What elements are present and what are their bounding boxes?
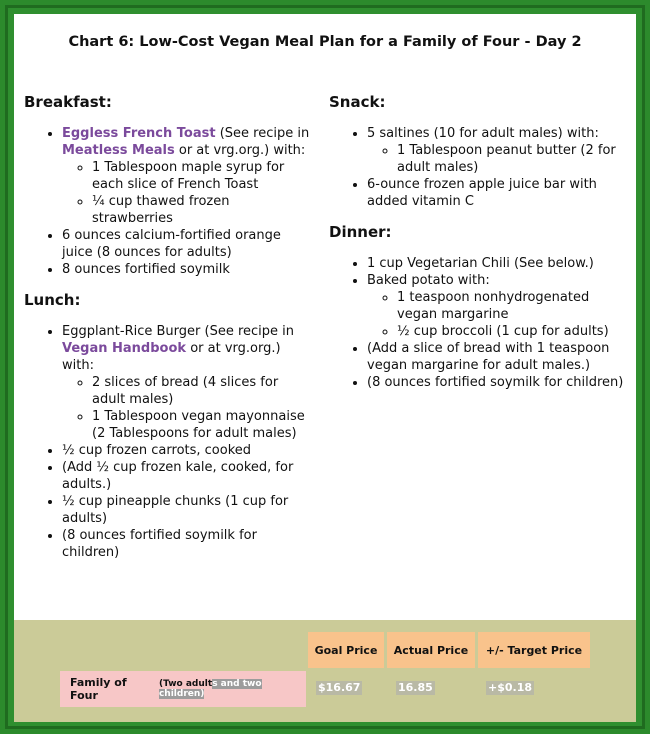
sub-list-item: ◦ 1 Tablespoon vegan mayonnaise (2 Tablespoons for adult males): [92, 408, 314, 442]
dinner-section: [329, 224, 629, 391]
sub-list: [62, 374, 314, 442]
dinner-heading: Dinner:: [329, 223, 392, 241]
list-item: [367, 272, 629, 340]
row-note-highlight: s and two children): [158, 679, 262, 699]
list-item: • 1 cup Vegetarian Chili (See below.): [367, 255, 629, 272]
row-label-note: [159, 679, 306, 699]
goal-price-header: Goal Price: [308, 632, 384, 668]
list-item: [62, 125, 314, 227]
eggless-french-toast-link[interactable]: Eggless French Toast: [62, 126, 216, 141]
list-item: • (Add ½ cup frozen kale, cooked, for adults.): [62, 459, 314, 493]
snack-list: [329, 125, 629, 210]
item-text: Baked potato with:: [367, 273, 490, 288]
list-item: • (8 ounces fortified soymilk for children): [62, 527, 314, 561]
actual-price-header: Actual Price: [387, 632, 475, 668]
sub-list: [367, 142, 629, 176]
sub-list-item: ◦ 1 Tablespoon peanut butter (2 for adult males): [397, 142, 629, 176]
actual-price-value: 16.85: [398, 681, 433, 694]
list-item: • ½ cup pineapple chunks (1 cup for adults): [62, 493, 314, 527]
family-row-label: [60, 671, 306, 707]
item-text: Eggplant-Rice Burger (See recipe in: [62, 324, 295, 339]
dinner-list: [329, 255, 629, 391]
lunch-heading: Lunch:: [24, 291, 81, 309]
sub-list-item: ◦ 1 teaspoon nonhydrogenated vegan margarine: [397, 289, 629, 323]
list-item: • ½ cup frozen carrots, cooked: [62, 442, 314, 459]
vegan-handbook-link[interactable]: Vegan Handbook: [62, 341, 187, 356]
item-text: or at vrg.org.) with:: [62, 341, 281, 373]
sub-list: [367, 289, 629, 340]
meatless-meals-link[interactable]: Meatless Meals: [62, 143, 175, 158]
sub-list-item: ◦ ¼ cup thawed frozen strawberries: [92, 193, 314, 227]
breakfast-heading: Breakfast:: [24, 93, 112, 111]
list-item: • 8 ounces fortified soymilk: [62, 261, 314, 278]
goal-price-value: $16.67: [318, 681, 361, 694]
item-text: or at vrg.org.) with:: [174, 143, 306, 158]
item-text: 5 saltines (10 for adult males) with:: [367, 126, 599, 141]
sub-list: [62, 159, 314, 227]
sub-list-item: ◦ ½ cup broccoli (1 cup for adults): [397, 323, 629, 340]
breakfast-list: [24, 125, 314, 278]
meal-plan-panel: [14, 14, 636, 620]
row-note-part: (Two adult: [158, 679, 213, 689]
sub-list-item: ◦ 2 slices of bread (4 slices for adult males): [92, 374, 314, 408]
lunch-list: [24, 323, 314, 561]
row-label-text: Family of Four: [70, 676, 127, 702]
right-column: [329, 94, 629, 405]
list-item: • 6-ounce frozen apple juice bar with added vitamin C: [367, 176, 629, 210]
item-text: (See recipe in: [215, 126, 310, 141]
list-item: [62, 323, 314, 442]
sub-list-item: ◦ 1 Tablespoon maple syrup for each slice of French Toast: [92, 159, 314, 193]
snack-section: [329, 94, 629, 210]
breakfast-section: [24, 94, 314, 278]
list-item: • (Add a slice of bread with 1 teaspoon vegan margarine for adult males.): [367, 340, 629, 374]
target-price-header: +/- Target Price: [478, 632, 590, 668]
snack-heading: Snack:: [329, 93, 386, 111]
lunch-section: [24, 292, 314, 561]
list-item: • (8 ounces fortified soymilk for children): [367, 374, 629, 391]
list-item: [367, 125, 629, 176]
page-title: Chart 6: Low-Cost Vegan Meal Plan for a Family of Four - Day 2: [68, 34, 582, 50]
target-price-value: +$0.18: [488, 681, 533, 694]
price-table: [14, 620, 636, 722]
left-column: [24, 94, 314, 575]
list-item: • 6 ounces calcium-fortified orange juice (8 ounces for adults): [62, 227, 314, 261]
